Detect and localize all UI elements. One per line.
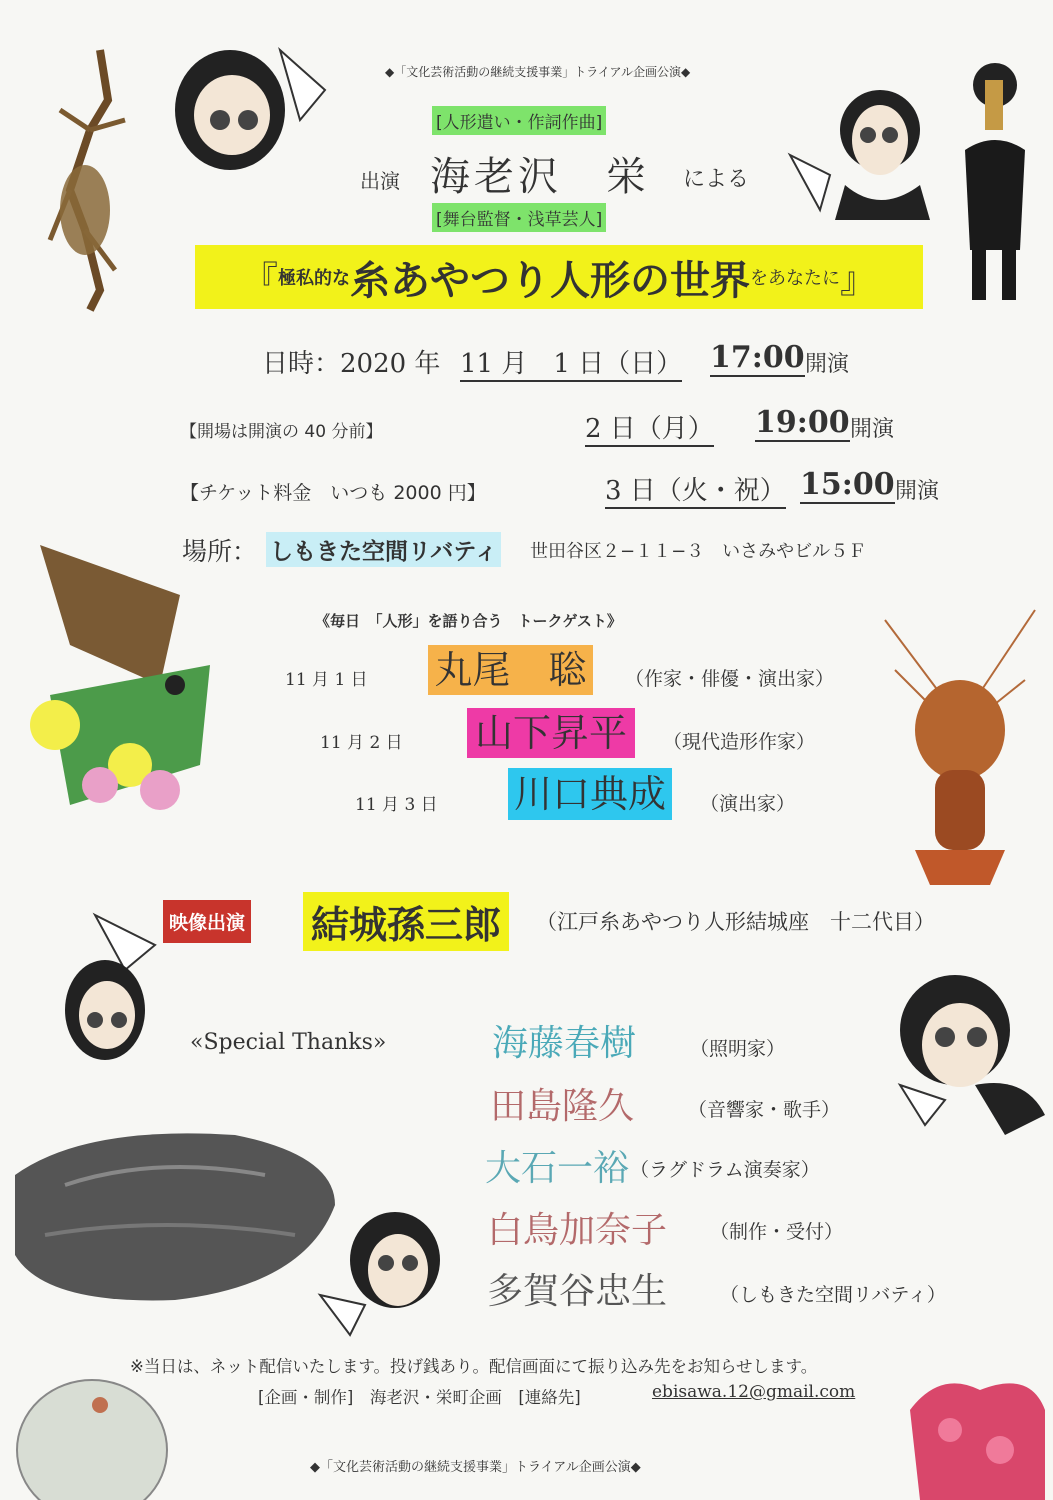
schedule-suffix-3: 開演: [895, 479, 940, 504]
thanks-name-4: 白鳥加奈子: [487, 1210, 668, 1251]
guest-role-1: （作家・俳優・演出家）: [625, 668, 835, 690]
mantis-image: [30, 40, 150, 320]
portrait-illustration-bottom: [320, 1205, 460, 1345]
guest-role-2: （現代造形作家）: [663, 731, 816, 753]
portrait-illustration-right: [885, 975, 1050, 1165]
round-object-image: [10, 1375, 175, 1500]
portrait-illustration-top-left: [160, 10, 330, 180]
title-main: 糸あやつり人形の世界: [350, 256, 750, 304]
guest-date-2: 11 月 2 日: [320, 733, 403, 753]
turtle-image: [5, 1115, 350, 1310]
guest-name-2: 山下昇平: [467, 708, 635, 758]
butterfly-flower-image: [10, 535, 240, 825]
title-small-1: 極私的な: [278, 268, 350, 289]
doors-open-note: 【開場は開演の 40 分前】: [180, 422, 383, 442]
schedule-time-2: 19:00: [755, 405, 850, 440]
schedule-time-1: 17:00: [710, 340, 805, 375]
schedule-date-1: 11 月 1 日（日）: [460, 343, 682, 382]
lobster-image: [875, 590, 1045, 890]
title-small-2: をあなたに: [750, 268, 840, 289]
streaming-notice: ※当日は、ネット配信いたします。投げ銭あり。配信画面にて振り込み先をお知らせします。: [130, 1357, 818, 1376]
role-stage-director: [舞台監督・浅草芸人]: [432, 203, 606, 232]
performer-prefix: 出演: [360, 169, 400, 193]
puppet-image: [940, 60, 1040, 310]
video-role: （江戸糸あやつり人形結城座 十二代目）: [536, 910, 935, 934]
portrait-illustration-top-right: [790, 85, 950, 220]
thanks-name-3: 大石一裕: [485, 1148, 630, 1189]
thanks-role-5: （しもきた空間リバティ）: [720, 1284, 946, 1306]
contact-email[interactable]: ebisawa.12@gmail.com: [652, 1382, 856, 1402]
credits-planning: [企画・制作] 海老沢・栄町企画 [連絡先]: [258, 1388, 581, 1407]
guest-date-1: 11 月 1 日: [285, 670, 368, 690]
ticket-price: 【チケット料金 いつも 2000 円】: [180, 482, 486, 504]
venue-label: 場所：: [182, 537, 258, 566]
schedule-suffix-1: 開演: [805, 352, 850, 377]
title-open-bracket: 『: [241, 259, 278, 301]
guest-date-3: 11 月 3 日: [355, 795, 438, 815]
thanks-name-5: 多賀谷忠生: [487, 1271, 668, 1312]
performer-suffix: による: [683, 167, 750, 192]
thanks-role-3: （ラグドラム演奏家）: [630, 1159, 820, 1181]
role-puppeteer: [人形遣い・作詞作曲]: [432, 106, 606, 135]
title-close-bracket: 』: [840, 259, 877, 301]
talk-guests-heading: 《毎日 「人形」を語り合う トークゲスト》: [315, 612, 622, 630]
portrait-illustration-mid-left: [45, 905, 165, 1070]
schedule-date-2: 2 日（月）: [585, 408, 714, 447]
guest-name-3: 川口典成: [508, 768, 672, 820]
venue-name: しもきた空間リバティ: [266, 532, 501, 567]
thanks-name-2: 田島隆久: [490, 1086, 635, 1127]
schedule-date-3: 3 日（火・祝）: [605, 470, 786, 509]
guest-name-1: 丸尾 聡: [428, 645, 593, 695]
special-thanks-label: «Special Thanks»: [190, 1030, 387, 1055]
thanks-role-4: （制作・受付）: [710, 1221, 844, 1243]
header-note: ◆「文化芸術活動の継続支援事業」トライアル企画公演◆: [385, 65, 691, 79]
video-label: 映像出演: [163, 900, 251, 943]
video-name: 結城孫三郎: [303, 892, 509, 951]
schedule-suffix-2: 開演: [850, 417, 895, 442]
event-title: [195, 245, 923, 309]
schedule-time-3: 15:00: [800, 467, 895, 502]
thanks-role-2: （音響家・歌手）: [688, 1099, 841, 1121]
coral-image: [900, 1370, 1050, 1500]
performer-name: 海老沢 栄: [430, 154, 650, 200]
footer-note: ◆「文化芸術活動の継続支援事業」トライアル企画公演◆: [310, 1460, 641, 1475]
thanks-role-1: （照明家）: [690, 1038, 786, 1060]
thanks-name-1: 海藤春樹: [492, 1023, 637, 1064]
schedule-label: 日時：2020 年: [262, 349, 441, 379]
guest-role-3: （演出家）: [700, 793, 796, 815]
venue-address: 世田谷区２−１１−３ いさみやビル５Ｆ: [530, 541, 867, 562]
